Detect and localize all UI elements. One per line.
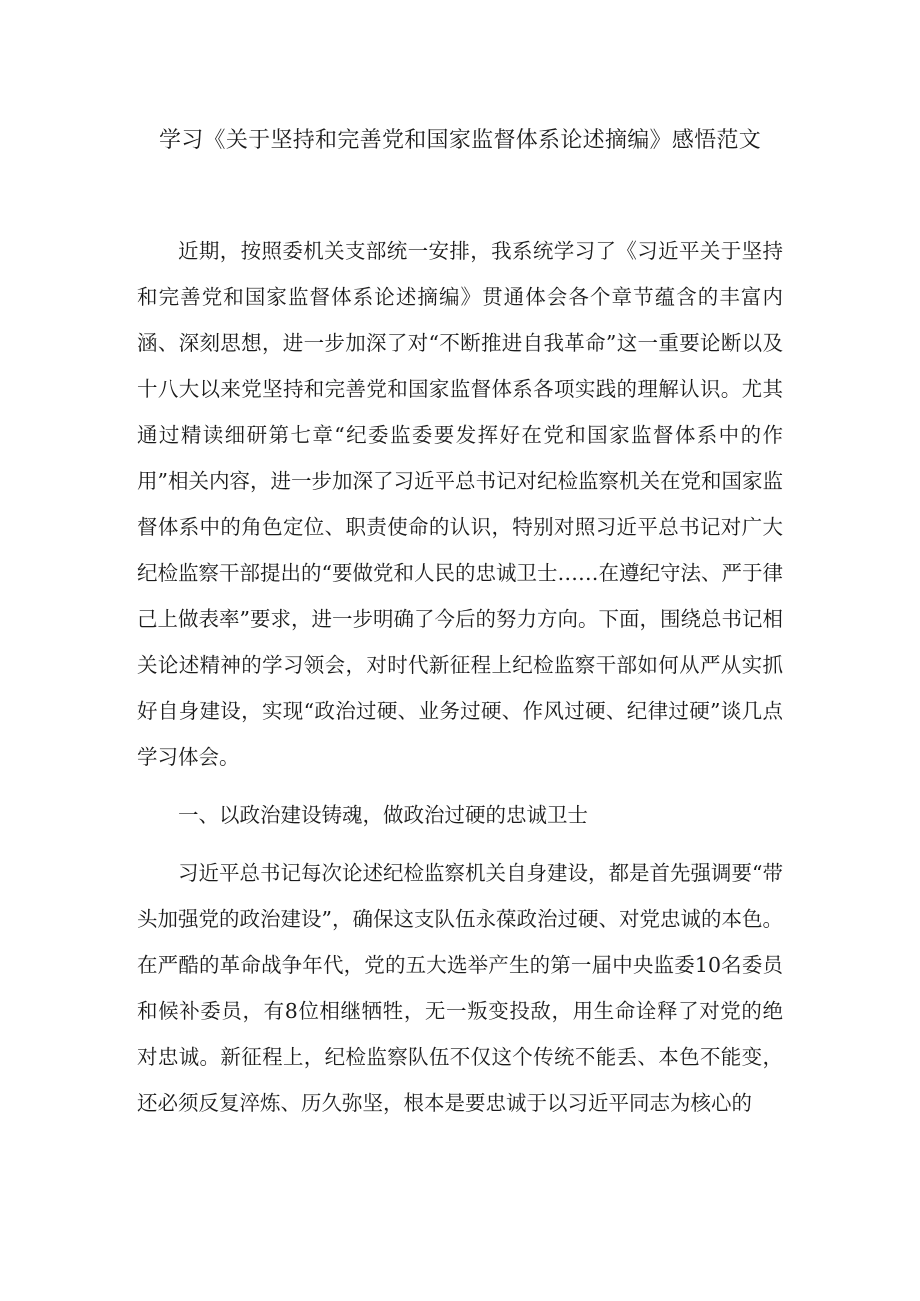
document-body bbox=[137, 228, 783, 1126]
document-title: 学习《关于坚持和完善党和国家监督体系论述摘编》感悟范文 bbox=[158, 128, 762, 153]
section-heading-1: 一、以政治建设铸魂，做政治过硬的忠诚卫士 bbox=[178, 803, 588, 827]
intro-paragraph: 近期，按照委机关支部统一安排，我系统学习了《习近平关于坚持和完善党和国家监督体系论述摘编》贯通体会各个章节蕴含的丰富内涵、深刻思想，进一步加深了对“不断推进自我革命”这一重要论断以及十八大以来党坚持和完善党和国家监督体系各项实践的理解认识。尤其通过精读细研第七章“纪委监委要发挥好在党和国家监督体系中的作用”相关内容，进一步加深了习近平总书记对纪检监察机关在党和国家监督体系中的角色定位、职责使命的认识，特别对照习近平总书记对广大纪检监察干部提出的“要做党和人民的忠诚卫士……在遵纪守法、严于律己上做表率”要求，进一步明确了今后的努力方向。下面，围绕总书记相关论述精神的学习领会，对时代新征程上纪检监察干部如何从严从实抓好自身建设，实现“政治过硬、业务过硬、作风过硬、纪律过硬”谈几点学习体会。 bbox=[137, 239, 783, 769]
section-1-paragraph: 习近平总书记每次论述纪检监察机关自身建设，都是首先强调要“带头加强党的政治建设”，确保这支队伍永葆政治过硬、对党忠诚的本色。在严酷的革命战争年代，党的五大选举产生的第一届中央监委10名委员和候补委员，有8位相继牺牲，无一叛变投敌，用生命诠释了对党的绝对忠诚。新征程上，纪检监察队伍不仅这个传统不能丢、本色不能变，还必须反复淬炼、历久弥坚，根本是要忠诚于以习近平同志为核心的 bbox=[137, 861, 783, 1115]
